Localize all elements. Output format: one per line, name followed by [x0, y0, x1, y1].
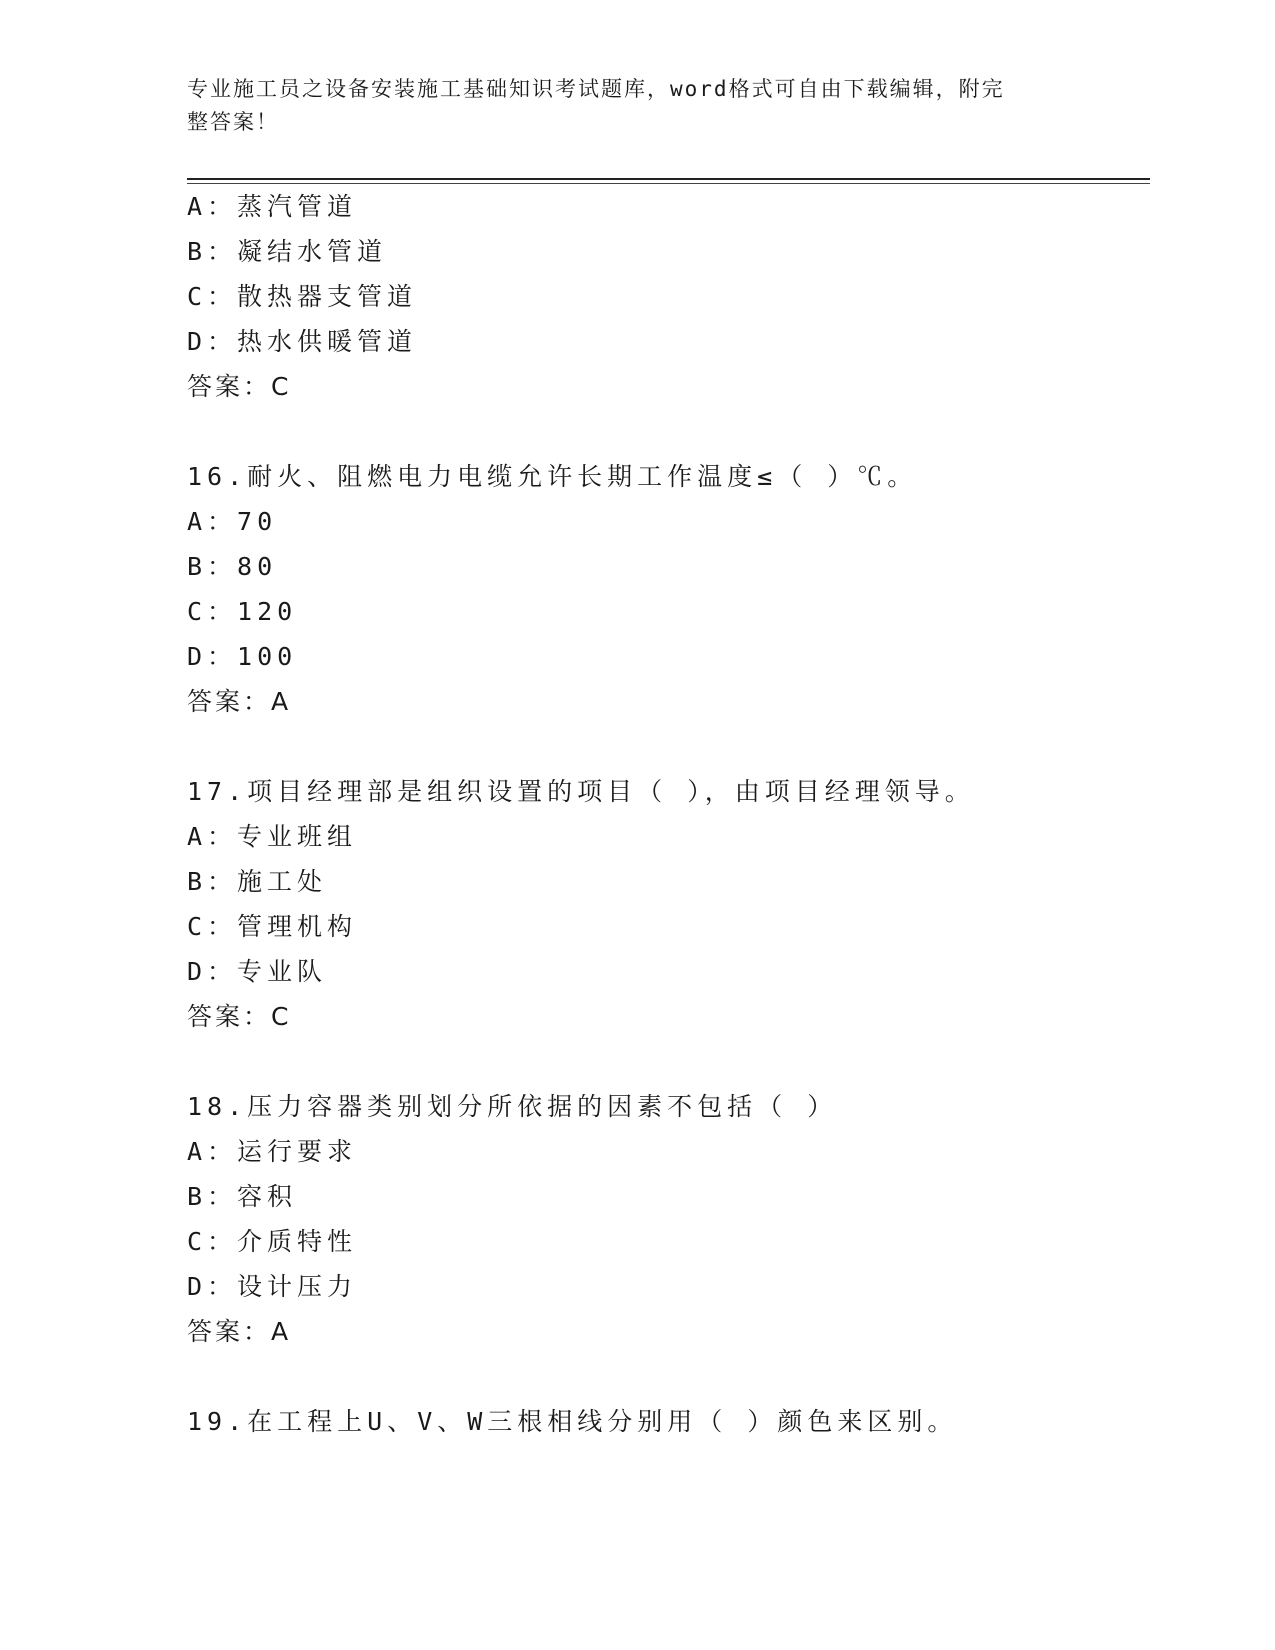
q17-option-a: A：专业班组 — [187, 822, 358, 851]
q16-option-a: A：70 — [187, 507, 278, 536]
q17-answer: 答案：C — [187, 1002, 292, 1031]
q18-option-c: C：介质特性 — [187, 1227, 358, 1256]
header-line-1: 专业施工员之设备安装施工基础知识考试题库，word格式可自由下载编辑，附完 — [187, 77, 1005, 101]
q18-answer: 答案：A — [187, 1317, 292, 1346]
q15-option-b: B：凝结水管道 — [187, 237, 388, 266]
q18-option-d: D：设计压力 — [187, 1272, 358, 1301]
header-divider-thin — [187, 183, 1150, 184]
q17-question: 17.项目经理部是组织设置的项目（ ），由项目经理领导。 — [187, 777, 975, 806]
document-header — [187, 73, 1067, 139]
header-divider-thick — [187, 178, 1150, 180]
q16-option-c: C：120 — [187, 597, 298, 626]
q16-option-b: B：80 — [187, 552, 278, 581]
q16-question: 16.耐火、阻燃电力电缆允许长期工作温度≤（ ）℃。 — [187, 462, 918, 491]
q18-question: 18.压力容器类别划分所依据的因素不包括（ ） — [187, 1092, 838, 1121]
q17-option-d: D：专业队 — [187, 957, 328, 986]
q15-option-a: A：蒸汽管道 — [187, 192, 358, 221]
header-line-2: 整答案！ — [187, 110, 279, 134]
q15-option-c: C：散热器支管道 — [187, 282, 418, 311]
q18-option-b: B：容积 — [187, 1182, 298, 1211]
q17-option-b: B：施工处 — [187, 867, 328, 896]
q15-option-d: D：热水供暖管道 — [187, 327, 418, 356]
q19-question: 19.在工程上U、V、W三根相线分别用（ ）颜色来区别。 — [187, 1407, 958, 1436]
q15-answer: 答案：C — [187, 372, 292, 401]
q16-answer: 答案：A — [187, 687, 292, 716]
q18-option-a: A：运行要求 — [187, 1137, 358, 1166]
q17-option-c: C：管理机构 — [187, 912, 358, 941]
q16-option-d: D：100 — [187, 642, 298, 671]
